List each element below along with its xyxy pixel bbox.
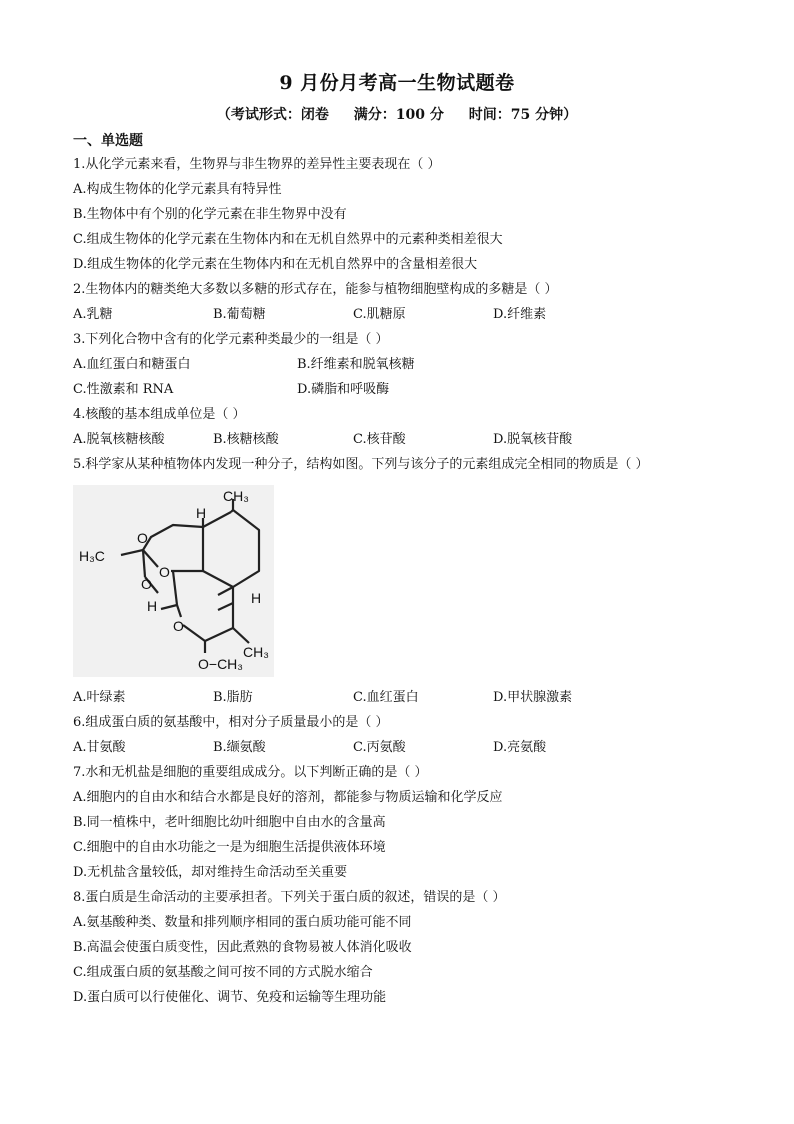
option: A.甘氨酸	[73, 740, 126, 755]
ch3-right-label: CH₃	[243, 644, 269, 660]
exam-title: 9 月份月考高一生物试题卷	[279, 72, 515, 94]
exam-form: （考试形式：闭卷	[216, 107, 329, 123]
h-top-label: H	[196, 505, 207, 521]
exam-info	[0, 104, 794, 124]
option: D.脱氧核苷酸	[493, 432, 573, 447]
option: A.氨基酸种类、数量和排列顺序相同的蛋白质功能可能不同	[73, 915, 412, 930]
option: B.同一植株中，老叶细胞比幼叶细胞中自由水的含量高	[73, 815, 386, 830]
option: A.乳糖	[73, 307, 113, 322]
oxygen-label: O	[141, 576, 152, 592]
option: A.脱氧核糖核酸	[73, 432, 165, 447]
option: C.性激素和 RNA	[73, 382, 174, 397]
oxygen-label: O	[173, 618, 184, 634]
option: C.血红蛋白	[353, 690, 419, 705]
option: C.细胞中的自由水功能之一是为细胞生活提供液体环境	[73, 840, 386, 855]
option: A.细胞内的自由水和结合水都是良好的溶剂，都能参与物质运输和化学反应	[73, 790, 503, 805]
option: A.构成生物体的化学元素具有特异性	[73, 182, 282, 197]
option: C.组成生物体的化学元素在生物体内和在无机自然界中的元素种类相差很大	[73, 232, 503, 247]
h-right-label: H	[251, 590, 262, 606]
ch3-top-label: CH₃	[223, 488, 249, 504]
exam-score: 满分：100 分	[353, 107, 444, 123]
option: D.组成生物体的化学元素在生物体内和在无机自然界中的含量相差很大	[73, 257, 478, 272]
option: A.叶绿素	[73, 690, 126, 705]
option: C.组成蛋白质的氨基酸之间可按不同的方式脱水缩合	[73, 965, 373, 980]
question-stem: 3.下列化合物中含有的化学元素种类最少的一组是（ ）	[73, 332, 389, 347]
option: C.丙氨酸	[353, 740, 406, 755]
option: B.脂肪	[213, 690, 253, 705]
option: C.肌糖原	[353, 307, 406, 322]
option: C.核苷酸	[353, 432, 406, 447]
methoxy-label: O−CH₃	[198, 656, 243, 672]
question-stem: 2.生物体内的糖类绝大多数以多糖的形式存在，能参与植物细胞壁构成的多糖是（ ）	[73, 282, 558, 297]
h3c-left-label: H₃C	[79, 548, 105, 564]
h-left-label: H	[147, 598, 158, 614]
molecule-structure-figure	[73, 485, 274, 677]
oxygen-label: O	[137, 530, 148, 546]
option: B.葡萄糖	[213, 307, 266, 322]
exam-time: 时间：75 分钟）	[468, 107, 578, 123]
option: A.血红蛋白和糖蛋白	[73, 357, 191, 372]
option: B.缬氨酸	[213, 740, 266, 755]
option: B.纤维素和脱氧核糖	[297, 357, 415, 372]
option: D.甲状腺激素	[493, 690, 573, 705]
question-stem: 4.核酸的基本组成单位是（ ）	[73, 407, 246, 422]
option: B.高温会使蛋白质变性，因此煮熟的食物易被人体消化吸收	[73, 940, 412, 955]
option: D.亮氨酸	[493, 740, 547, 755]
option: D.磷脂和呼吸酶	[297, 382, 390, 397]
question-stem: 1.从化学元素来看，生物界与非生物界的差异性主要表现在（ ）	[73, 157, 441, 172]
section-heading: 一、单选题	[73, 133, 143, 149]
option: B.生物体中有个别的化学元素在非生物界中没有	[73, 207, 347, 222]
option: D.蛋白质可以行使催化、调节、免疫和运输等生理功能	[73, 990, 387, 1005]
question-stem: 6.组成蛋白质的氨基酸中，相对分子质量最小的是（ ）	[73, 715, 389, 730]
oxygen-label: O	[159, 564, 170, 580]
option: D.无机盐含量较低，却对维持生命活动至关重要	[73, 865, 348, 880]
option: D.纤维素	[493, 307, 547, 322]
question-stem: 8.蛋白质是生命活动的主要承担者。下列关于蛋白质的叙述，错误的是（ ）	[73, 890, 506, 905]
question-stem: 5.科学家从某种植物体内发现一种分子，结构如图。下列与该分子的元素组成完全相同的物质是（ ）	[73, 457, 649, 472]
molecule-diagram	[73, 485, 274, 677]
question-stem: 7.水和无机盐是细胞的重要组成成分。以下判断正确的是（ ）	[73, 765, 428, 780]
option: B.核糖核酸	[213, 432, 279, 447]
